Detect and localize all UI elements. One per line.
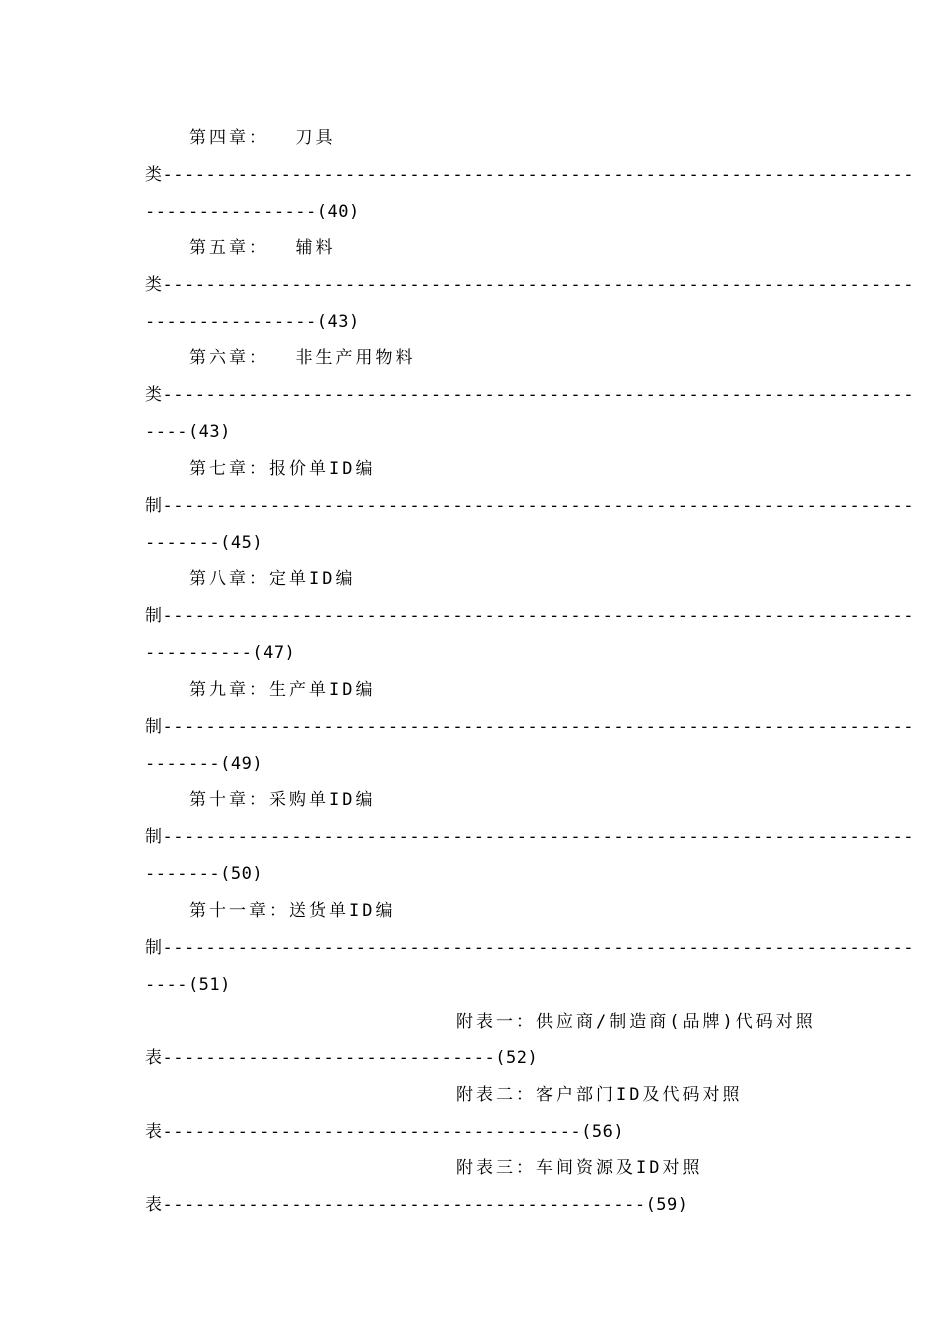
toc-page-ch7: -------(45) xyxy=(145,533,264,553)
toc-heading-ch9: 第九章：生产单ID编 xyxy=(189,680,376,700)
toc-leader-ch4: 类---------------------------------------------------------------------- xyxy=(145,165,914,185)
toc-leader-ch7: 制---------------------------------------------------------------------- xyxy=(145,496,914,516)
toc-leader-ch8: 制---------------------------------------------------------------------- xyxy=(145,606,914,626)
toc-page-ch6: ----(43) xyxy=(145,422,231,442)
toc-page-ch4: ----------------(40) xyxy=(145,202,360,222)
toc-leader-ch9: 制---------------------------------------------------------------------- xyxy=(145,717,914,737)
toc-page-ch9: -------(49) xyxy=(145,754,264,774)
toc-leader-ch10: 制---------------------------------------------------------------------- xyxy=(145,827,914,847)
toc-leader-ch11: 制---------------------------------------------------------------------- xyxy=(145,938,914,958)
toc-leader-ch5: 类---------------------------------------------------------------------- xyxy=(145,275,914,295)
toc-heading-ch4: 第四章： 刀具 xyxy=(189,128,336,148)
toc-appendix-heading-2: 附表二：客户部门ID及代码对照 xyxy=(456,1085,743,1105)
toc-heading-ch5: 第五章： 辅料 xyxy=(189,238,336,258)
toc-page-ch5: ----------------(43) xyxy=(145,312,360,332)
toc-appendix-leader-3: 表---------------------------------------------(59) xyxy=(145,1195,689,1215)
toc-page-ch11: ----(51) xyxy=(145,975,231,995)
toc-appendix-heading-3: 附表三：车间资源及ID对照 xyxy=(456,1158,703,1178)
toc-heading-ch7: 第七章：报价单ID编 xyxy=(189,459,376,479)
toc-heading-ch11: 第十一章：送货单ID编 xyxy=(189,901,396,921)
toc-appendix-leader-2: 表---------------------------------------(56) xyxy=(145,1122,625,1142)
toc-page-ch8: ----------(47) xyxy=(145,643,296,663)
toc-appendix-heading-1: 附表一：供应商/制造商(品牌)代码对照 xyxy=(456,1012,816,1032)
toc-appendix-leader-1: 表-------------------------------(52) xyxy=(145,1048,539,1068)
toc-heading-ch10: 第十章：采购单ID编 xyxy=(189,790,376,810)
toc-page-ch10: -------(50) xyxy=(145,864,264,884)
toc-heading-ch8: 第八章：定单ID编 xyxy=(189,569,356,589)
toc-heading-ch6: 第六章： 非生产用物料 xyxy=(189,348,416,368)
toc-leader-ch6: 类---------------------------------------------------------------------- xyxy=(145,385,914,405)
